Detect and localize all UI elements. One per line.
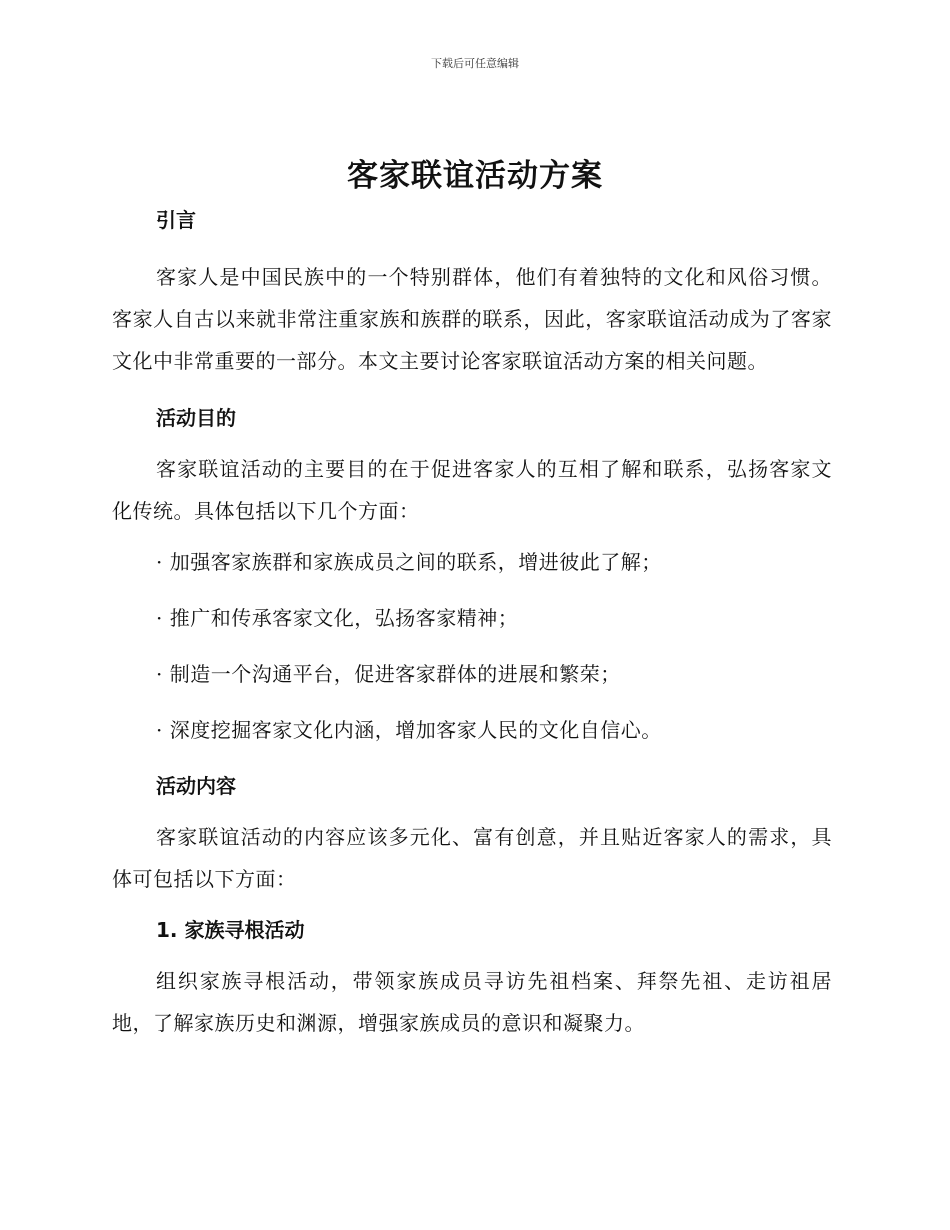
intro-paragraph: 客家人是中国民族中的一个特别群体，他们有着独特的文化和风俗习惯。客家人自古以来就非常注重家族和族群的联系，因此，客家联谊活动成为了客家文化中非常重要的一部分。本文主要讨论客家联谊活动方案的相关问题。 (112, 265, 832, 373)
subsection-paragraph: 组织家族寻根活动，带领家族成员寻访先祖档案、拜祭先祖、走访祖居地，了解家族历史和渊源，增强家族成员的意识和凝聚力。 (112, 969, 832, 1035)
document-title: 客家联谊活动方案 (347, 158, 603, 194)
purpose-heading: 活动目的 (156, 406, 236, 430)
page-header: 下载后可任意编辑 (431, 57, 519, 70)
purpose-bullet: · 推广和传承客家文化，弘扬客家精神； (156, 606, 519, 630)
purpose-bullet: · 制造一个沟通平台，促进客家群体的进展和繁荣； (156, 662, 621, 686)
content-paragraph: 客家联谊活动的内容应该多元化、富有创意，并且贴近客家人的需求，具体可包括以下方面： (112, 825, 832, 891)
intro-heading: 引言 (156, 208, 196, 232)
purpose-paragraph: 客家联谊活动的主要目的在于促进客家人的互相了解和联系，弘扬客家文化传统。具体包括以下几个方面： (112, 457, 832, 523)
document-body (112, 200, 832, 1044)
content-heading: 活动内容 (156, 774, 236, 798)
purpose-bullet: · 深度挖掘客家文化内涵，增加客家人民的文化自信心。 (156, 718, 662, 742)
purpose-bullet: · 加强客家族群和家族成员之间的联系，增进彼此了解； (156, 550, 662, 574)
subsection-heading: 1. 家族寻根活动 (156, 918, 305, 942)
